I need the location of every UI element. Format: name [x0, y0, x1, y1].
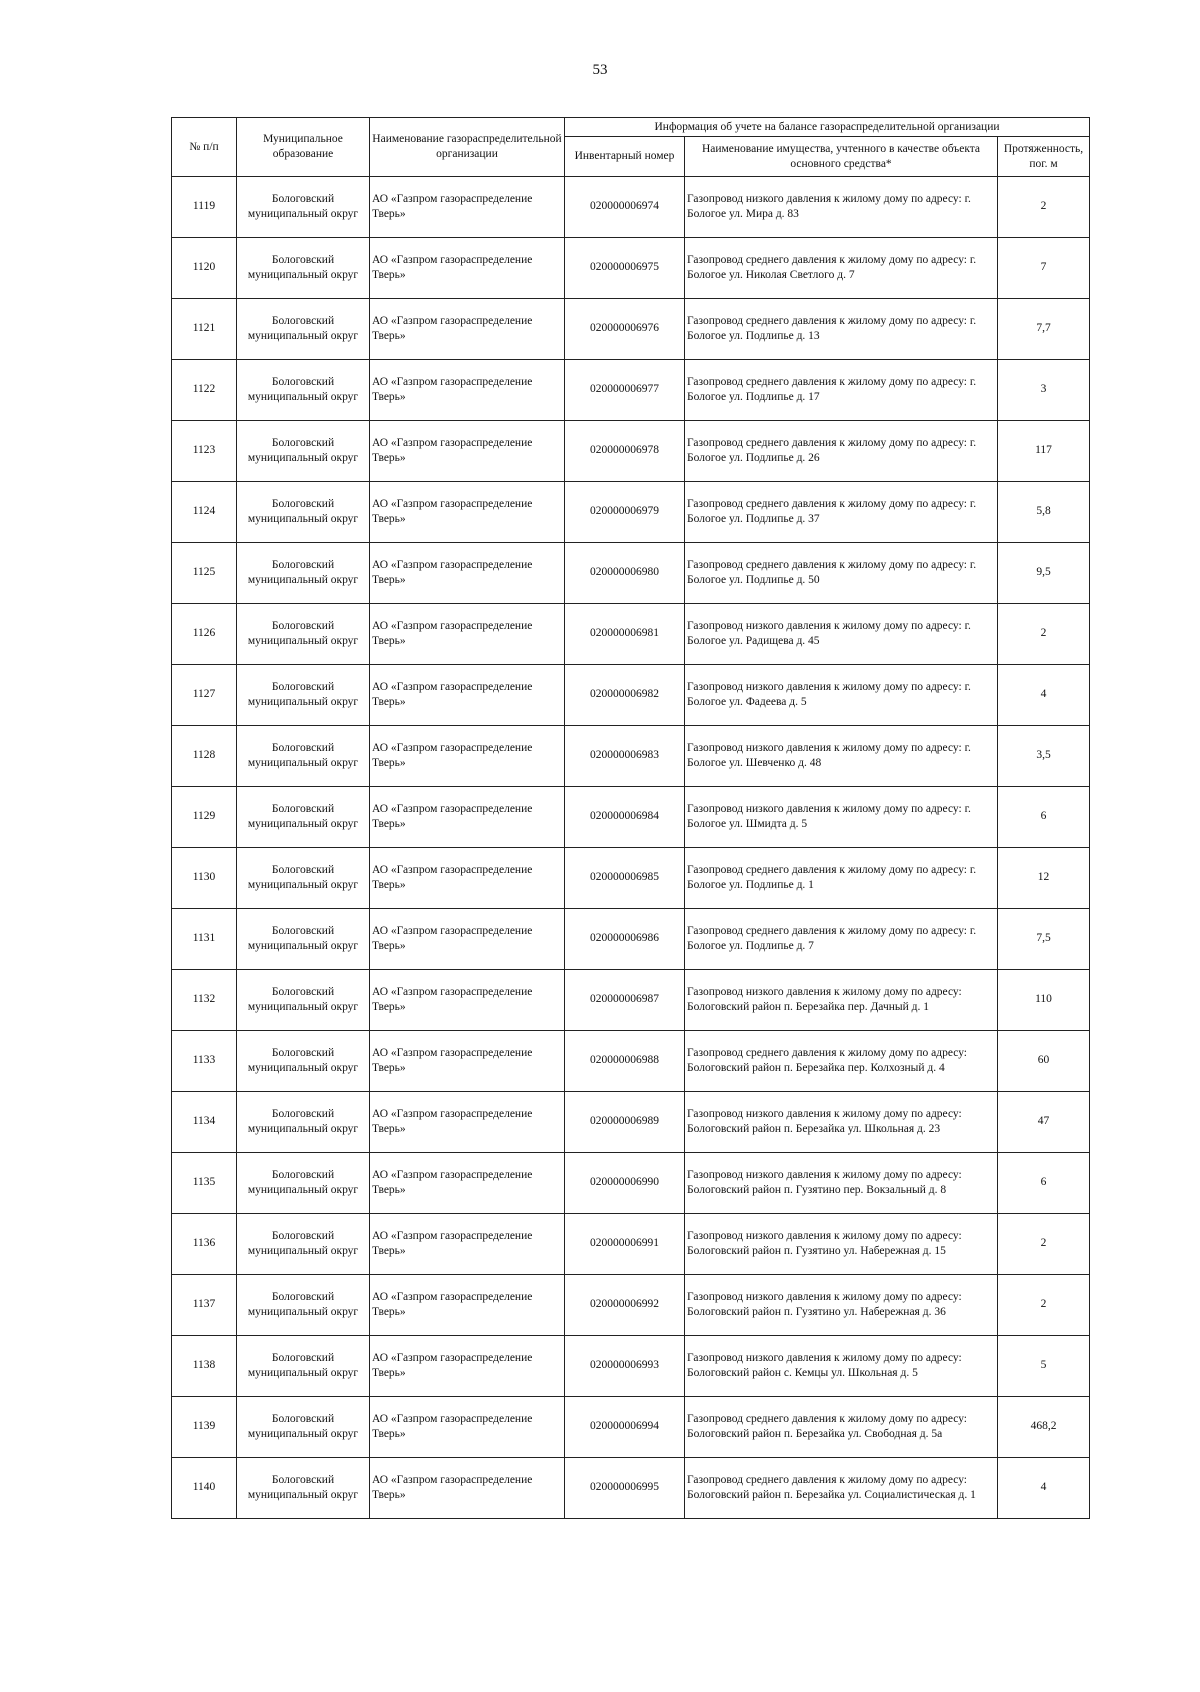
row-inventory-number: 020000006989	[565, 1092, 685, 1153]
row-number: 1121	[172, 299, 237, 360]
table-row	[172, 1031, 1090, 1092]
row-length: 12	[998, 848, 1090, 909]
table-row	[172, 1214, 1090, 1275]
row-length: 47	[998, 1092, 1090, 1153]
row-number: 1129	[172, 787, 237, 848]
row-property-name: Газопровод низкого давления к жилому дому по адресу: г. Бологое ул. Радищева д. 45	[685, 604, 998, 665]
row-organization: АО «Газпром газораспределение Тверь»	[370, 1214, 565, 1275]
row-organization: АО «Газпром газораспределение Тверь»	[370, 482, 565, 543]
header-inventory: Инвентарный номер	[565, 137, 685, 177]
header-municipality: Муниципальное образование	[237, 118, 370, 177]
row-organization: АО «Газпром газораспределение Тверь»	[370, 909, 565, 970]
row-property-name: Газопровод низкого давления к жилому дому по адресу: г. Бологое ул. Шмидта д. 5	[685, 787, 998, 848]
row-inventory-number: 020000006984	[565, 787, 685, 848]
row-inventory-number: 020000006983	[565, 726, 685, 787]
row-municipality: Бологовский муниципальный округ	[237, 543, 370, 604]
row-property-name: Газопровод низкого давления к жилому дому по адресу: г. Бологое ул. Мира д. 83	[685, 177, 998, 238]
row-inventory-number: 020000006982	[565, 665, 685, 726]
row-length: 60	[998, 1031, 1090, 1092]
row-municipality: Бологовский муниципальный округ	[237, 360, 370, 421]
row-property-name: Газопровод среднего давления к жилому дому по адресу: Бологовский район п. Березайка ул. Социалистическая д. 1	[685, 1458, 998, 1519]
row-municipality: Бологовский муниципальный округ	[237, 421, 370, 482]
row-inventory-number: 020000006986	[565, 909, 685, 970]
table-row	[172, 909, 1090, 970]
row-property-name: Газопровод низкого давления к жилому дому по адресу: г. Бологое ул. Шевченко д. 48	[685, 726, 998, 787]
row-inventory-number: 020000006988	[565, 1031, 685, 1092]
row-organization: АО «Газпром газораспределение Тверь»	[370, 1092, 565, 1153]
table-row	[172, 726, 1090, 787]
table-row	[172, 482, 1090, 543]
row-length: 2	[998, 1214, 1090, 1275]
row-length: 7	[998, 238, 1090, 299]
row-number: 1136	[172, 1214, 237, 1275]
row-length: 5	[998, 1336, 1090, 1397]
row-inventory-number: 020000006977	[565, 360, 685, 421]
row-municipality: Бологовский муниципальный округ	[237, 1458, 370, 1519]
header-organization: Наименование газораспределительной организации	[370, 118, 565, 177]
row-length: 3,5	[998, 726, 1090, 787]
row-length: 2	[998, 1275, 1090, 1336]
row-number: 1137	[172, 1275, 237, 1336]
table-row	[172, 1336, 1090, 1397]
row-organization: АО «Газпром газораспределение Тверь»	[370, 848, 565, 909]
row-property-name: Газопровод низкого давления к жилому дому по адресу: Бологовский район п. Березайка ул. Школьная д. 23	[685, 1092, 998, 1153]
table-row	[172, 1397, 1090, 1458]
row-property-name: Газопровод среднего давления к жилому дому по адресу: г. Бологое ул. Подлипье д. 26	[685, 421, 998, 482]
row-property-name: Газопровод среднего давления к жилому дому по адресу: Бологовский район п. Березайка пер. Колхозный д. 4	[685, 1031, 998, 1092]
row-length: 110	[998, 970, 1090, 1031]
row-length: 117	[998, 421, 1090, 482]
row-municipality: Бологовский муниципальный округ	[237, 1397, 370, 1458]
row-organization: АО «Газпром газораспределение Тверь»	[370, 604, 565, 665]
row-inventory-number: 020000006981	[565, 604, 685, 665]
row-inventory-number: 020000006995	[565, 1458, 685, 1519]
row-inventory-number: 020000006987	[565, 970, 685, 1031]
table-body	[172, 177, 1090, 1519]
row-number: 1139	[172, 1397, 237, 1458]
row-organization: АО «Газпром газораспределение Тверь»	[370, 421, 565, 482]
table-header	[172, 118, 1090, 177]
header-length: Протяженность, пог. м	[998, 137, 1090, 177]
row-organization: АО «Газпром газораспределение Тверь»	[370, 238, 565, 299]
row-number: 1123	[172, 421, 237, 482]
row-inventory-number: 020000006991	[565, 1214, 685, 1275]
row-number: 1120	[172, 238, 237, 299]
row-municipality: Бологовский муниципальный округ	[237, 604, 370, 665]
row-inventory-number: 020000006994	[565, 1397, 685, 1458]
row-number: 1133	[172, 1031, 237, 1092]
row-length: 9,5	[998, 543, 1090, 604]
header-num: № п/п	[172, 118, 237, 177]
row-length: 6	[998, 787, 1090, 848]
table-row	[172, 604, 1090, 665]
row-number: 1135	[172, 1153, 237, 1214]
row-length: 468,2	[998, 1397, 1090, 1458]
row-inventory-number: 020000006980	[565, 543, 685, 604]
table-row	[172, 1092, 1090, 1153]
header-info-group: Информация об учете на балансе газораспределительной организации	[565, 118, 1090, 137]
row-number: 1131	[172, 909, 237, 970]
row-inventory-number: 020000006985	[565, 848, 685, 909]
table-row	[172, 665, 1090, 726]
row-number: 1122	[172, 360, 237, 421]
table-row	[172, 360, 1090, 421]
row-municipality: Бологовский муниципальный округ	[237, 1336, 370, 1397]
row-organization: АО «Газпром газораспределение Тверь»	[370, 360, 565, 421]
row-inventory-number: 020000006993	[565, 1336, 685, 1397]
row-length: 5,8	[998, 482, 1090, 543]
row-municipality: Бологовский муниципальный округ	[237, 665, 370, 726]
row-length: 4	[998, 665, 1090, 726]
row-length: 2	[998, 177, 1090, 238]
row-property-name: Газопровод низкого давления к жилому дому по адресу: Бологовский район п. Гузятино ул. Набережная д. 15	[685, 1214, 998, 1275]
row-municipality: Бологовский муниципальный округ	[237, 909, 370, 970]
row-organization: АО «Газпром газораспределение Тверь»	[370, 787, 565, 848]
table-row	[172, 421, 1090, 482]
row-inventory-number: 020000006990	[565, 1153, 685, 1214]
row-organization: АО «Газпром газораспределение Тверь»	[370, 1336, 565, 1397]
row-municipality: Бологовский муниципальный округ	[237, 848, 370, 909]
row-organization: АО «Газпром газораспределение Тверь»	[370, 177, 565, 238]
row-municipality: Бологовский муниципальный округ	[237, 1031, 370, 1092]
table-row	[172, 238, 1090, 299]
row-municipality: Бологовский муниципальный округ	[237, 482, 370, 543]
row-municipality: Бологовский муниципальный округ	[237, 726, 370, 787]
row-number: 1132	[172, 970, 237, 1031]
row-number: 1134	[172, 1092, 237, 1153]
row-property-name: Газопровод низкого давления к жилому дому по адресу: Бологовский район с. Кемцы ул. Школьная д. 5	[685, 1336, 998, 1397]
table-row	[172, 787, 1090, 848]
row-inventory-number: 020000006976	[565, 299, 685, 360]
row-property-name: Газопровод среднего давления к жилому дому по адресу: г. Бологое ул. Подлипье д. 50	[685, 543, 998, 604]
table-row	[172, 1275, 1090, 1336]
row-length: 6	[998, 1153, 1090, 1214]
row-property-name: Газопровод низкого давления к жилому дому по адресу: Бологовский район п. Березайка пер. Дачный д. 1	[685, 970, 998, 1031]
row-number: 1119	[172, 177, 237, 238]
row-municipality: Бологовский муниципальный округ	[237, 1092, 370, 1153]
row-length: 4	[998, 1458, 1090, 1519]
row-property-name: Газопровод среднего давления к жилому дому по адресу: Бологовский район п. Березайка ул. Свободная д. 5а	[685, 1397, 998, 1458]
row-municipality: Бологовский муниципальный округ	[237, 787, 370, 848]
row-number: 1138	[172, 1336, 237, 1397]
row-municipality: Бологовский муниципальный округ	[237, 177, 370, 238]
row-organization: АО «Газпром газораспределение Тверь»	[370, 1397, 565, 1458]
row-inventory-number: 020000006978	[565, 421, 685, 482]
row-inventory-number: 020000006992	[565, 1275, 685, 1336]
row-length: 2	[998, 604, 1090, 665]
row-inventory-number: 020000006975	[565, 238, 685, 299]
table-row	[172, 299, 1090, 360]
row-inventory-number: 020000006974	[565, 177, 685, 238]
page-number: 53	[592, 62, 608, 78]
row-organization: АО «Газпром газораспределение Тверь»	[370, 543, 565, 604]
row-organization: АО «Газпром газораспределение Тверь»	[370, 1458, 565, 1519]
row-property-name: Газопровод низкого давления к жилому дому по адресу: Бологовский район п. Гузятино пер. Вокзальный д. 8	[685, 1153, 998, 1214]
row-municipality: Бологовский муниципальный округ	[237, 1153, 370, 1214]
row-organization: АО «Газпром газораспределение Тверь»	[370, 726, 565, 787]
row-property-name: Газопровод низкого давления к жилому дому по адресу: Бологовский район п. Гузятино ул. Набережная д. 36	[685, 1275, 998, 1336]
header-property-name: Наименование имущества, учтенного в качестве объекта основного средства*	[685, 137, 998, 177]
row-municipality: Бологовский муниципальный округ	[237, 238, 370, 299]
row-length: 7,7	[998, 299, 1090, 360]
row-number: 1130	[172, 848, 237, 909]
table-row	[172, 177, 1090, 238]
row-property-name: Газопровод среднего давления к жилому дому по адресу: г. Бологое ул. Николая Светлого д. 7	[685, 238, 998, 299]
row-number: 1127	[172, 665, 237, 726]
row-property-name: Газопровод среднего давления к жилому дому по адресу: г. Бологое ул. Подлипье д. 37	[685, 482, 998, 543]
table-row	[172, 1458, 1090, 1519]
row-number: 1124	[172, 482, 237, 543]
row-municipality: Бологовский муниципальный округ	[237, 1214, 370, 1275]
row-organization: АО «Газпром газораспределение Тверь»	[370, 299, 565, 360]
row-organization: АО «Газпром газораспределение Тверь»	[370, 665, 565, 726]
table-row	[172, 543, 1090, 604]
table-row	[172, 1153, 1090, 1214]
row-inventory-number: 020000006979	[565, 482, 685, 543]
row-municipality: Бологовский муниципальный округ	[237, 970, 370, 1031]
row-municipality: Бологовский муниципальный округ	[237, 299, 370, 360]
row-number: 1140	[172, 1458, 237, 1519]
row-property-name: Газопровод среднего давления к жилому дому по адресу: г. Бологое ул. Подлипье д. 17	[685, 360, 998, 421]
row-number: 1125	[172, 543, 237, 604]
table-row	[172, 848, 1090, 909]
row-property-name: Газопровод среднего давления к жилому дому по адресу: г. Бологое ул. Подлипье д. 1	[685, 848, 998, 909]
row-property-name: Газопровод среднего давления к жилому дому по адресу: г. Бологое ул. Подлипье д. 7	[685, 909, 998, 970]
row-organization: АО «Газпром газораспределение Тверь»	[370, 1153, 565, 1214]
row-length: 7,5	[998, 909, 1090, 970]
row-organization: АО «Газпром газораспределение Тверь»	[370, 1031, 565, 1092]
row-property-name: Газопровод среднего давления к жилому дому по адресу: г. Бологое ул. Подлипье д. 13	[685, 299, 998, 360]
gas-pipeline-registry-table	[171, 117, 1090, 1519]
row-organization: АО «Газпром газораспределение Тверь»	[370, 1275, 565, 1336]
row-organization: АО «Газпром газораспределение Тверь»	[370, 970, 565, 1031]
row-length: 3	[998, 360, 1090, 421]
table-row	[172, 970, 1090, 1031]
row-property-name: Газопровод низкого давления к жилому дому по адресу: г. Бологое ул. Фадеева д. 5	[685, 665, 998, 726]
row-number: 1126	[172, 604, 237, 665]
row-municipality: Бологовский муниципальный округ	[237, 1275, 370, 1336]
row-number: 1128	[172, 726, 237, 787]
